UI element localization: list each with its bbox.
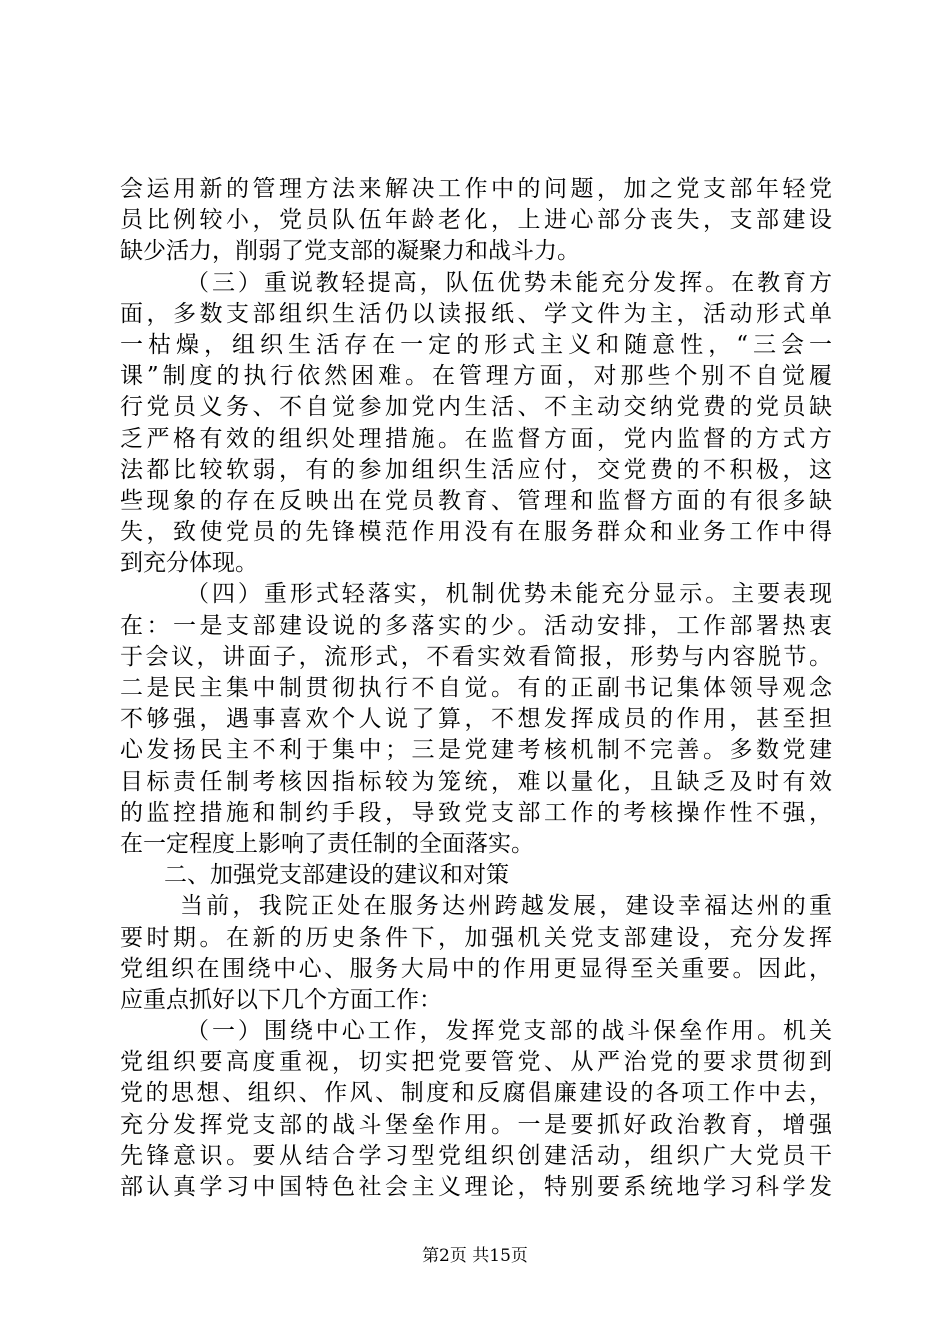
text-line: 在一定程度上影响了责任制的全面落实。 [120,830,534,857]
text-line: （三）重说教轻提高，队伍优势未能充分发挥。在教育方 [186,269,832,296]
text-line: 一枯燥，组织生活存在一定的形式主义和随意性，“三会一 [120,331,832,358]
text-line: 些现象的存在反映出在党员教育、管理和监督方面的有很多缺 [120,487,832,514]
text-line: 缺少活力，削弱了党支部的凝聚力和战斗力。 [120,238,580,265]
page-footer: 第2页 共15页 [422,1246,528,1266]
text-line: 党的思想、组织、作风、制度和反腐倡廉建设的各项工作中去， [120,1080,832,1107]
text-line: 在：一是支部建设说的多落实的少。活动安排，工作部署热衷 [120,612,832,639]
text-line: 乏严格有效的组织处理措施。在监督方面，党内监督的方式方 [120,425,832,452]
text-line: 面，多数支部组织生活仍以读报纸、学文件为主，活动形式单 [120,300,832,327]
text-line: 不够强，遇事喜欢个人说了算，不想发挥成员的作用，甚至担 [120,706,832,733]
text-line: （一）围绕中心工作，发挥党支部的战斗保垒作用。机关 [186,1018,832,1045]
text-line: 失，致使党员的先锋模范作用没有在服务群众和业务工作中得 [120,519,832,546]
text-line: 党组织要高度重视，切实把党要管党、从严治党的要求贯彻到 [120,1049,832,1076]
text-line: 当前，我院正处在服务达州跨越发展，建设幸福达州的重 [180,893,832,920]
text-line: 行党员义务、不自觉参加党内生活、不主动交纳党费的党员缺 [120,394,832,421]
text-line: 先锋意识。要从结合学习型党组织创建活动，组织广大党员干 [120,1142,832,1169]
text-line: 的监控措施和制约手段，导致党支部工作的考核操作性不强， [120,799,832,826]
text-line: 党组织在围绕中心、服务大局中的作用更显得至关重要。因此， [120,955,832,982]
text-line: 目标责任制考核因指标较为笼统，难以量化，且缺乏及时有效 [120,768,832,795]
text-line: 部认真学习中国特色社会主义理论，特别要系统地学习科学发 [120,1174,832,1200]
text-line: 法都比较软弱，有的参加组织生活应付，交党费的不积极，这 [120,456,832,483]
text-line: 心发扬民主不利于集中；三是党建考核机制不完善。多数党建 [120,737,832,764]
text-line: 二、加强党支部建设的建议和对策 [164,862,509,889]
text-line: 员比例较小，党员队伍年龄老化，上进心部分丧失，支部建设 [120,207,832,234]
text-line: 到充分体现。 [120,550,258,577]
text-line: 二是民主集中制贯彻执行不自觉。有的正副书记集体领导观念 [120,675,832,701]
text-line: 应重点抓好以下几个方面工作： [120,986,442,1013]
text-line: （四）重形式轻落实，机制优势未能充分显示。主要表现 [186,581,832,608]
text-line: 会运用新的管理方法来解决工作中的问题，加之党支部年轻党 [120,176,832,202]
text-line: 要时期。在新的历史条件下，加强机关党支部建设，充分发挥 [120,924,832,951]
document-body [120,174,832,1203]
text-line: 课”制度的执行依然困难。在管理方面，对那些个别不自觉履 [120,363,832,390]
text-line: 充分发挥党支部的战斗堡垒作用。一是要抓好政治教育，增强 [120,1111,832,1138]
text-line: 于会议，讲面子，流形式，不看实效看简报，形势与内容脱节。 [120,643,832,670]
